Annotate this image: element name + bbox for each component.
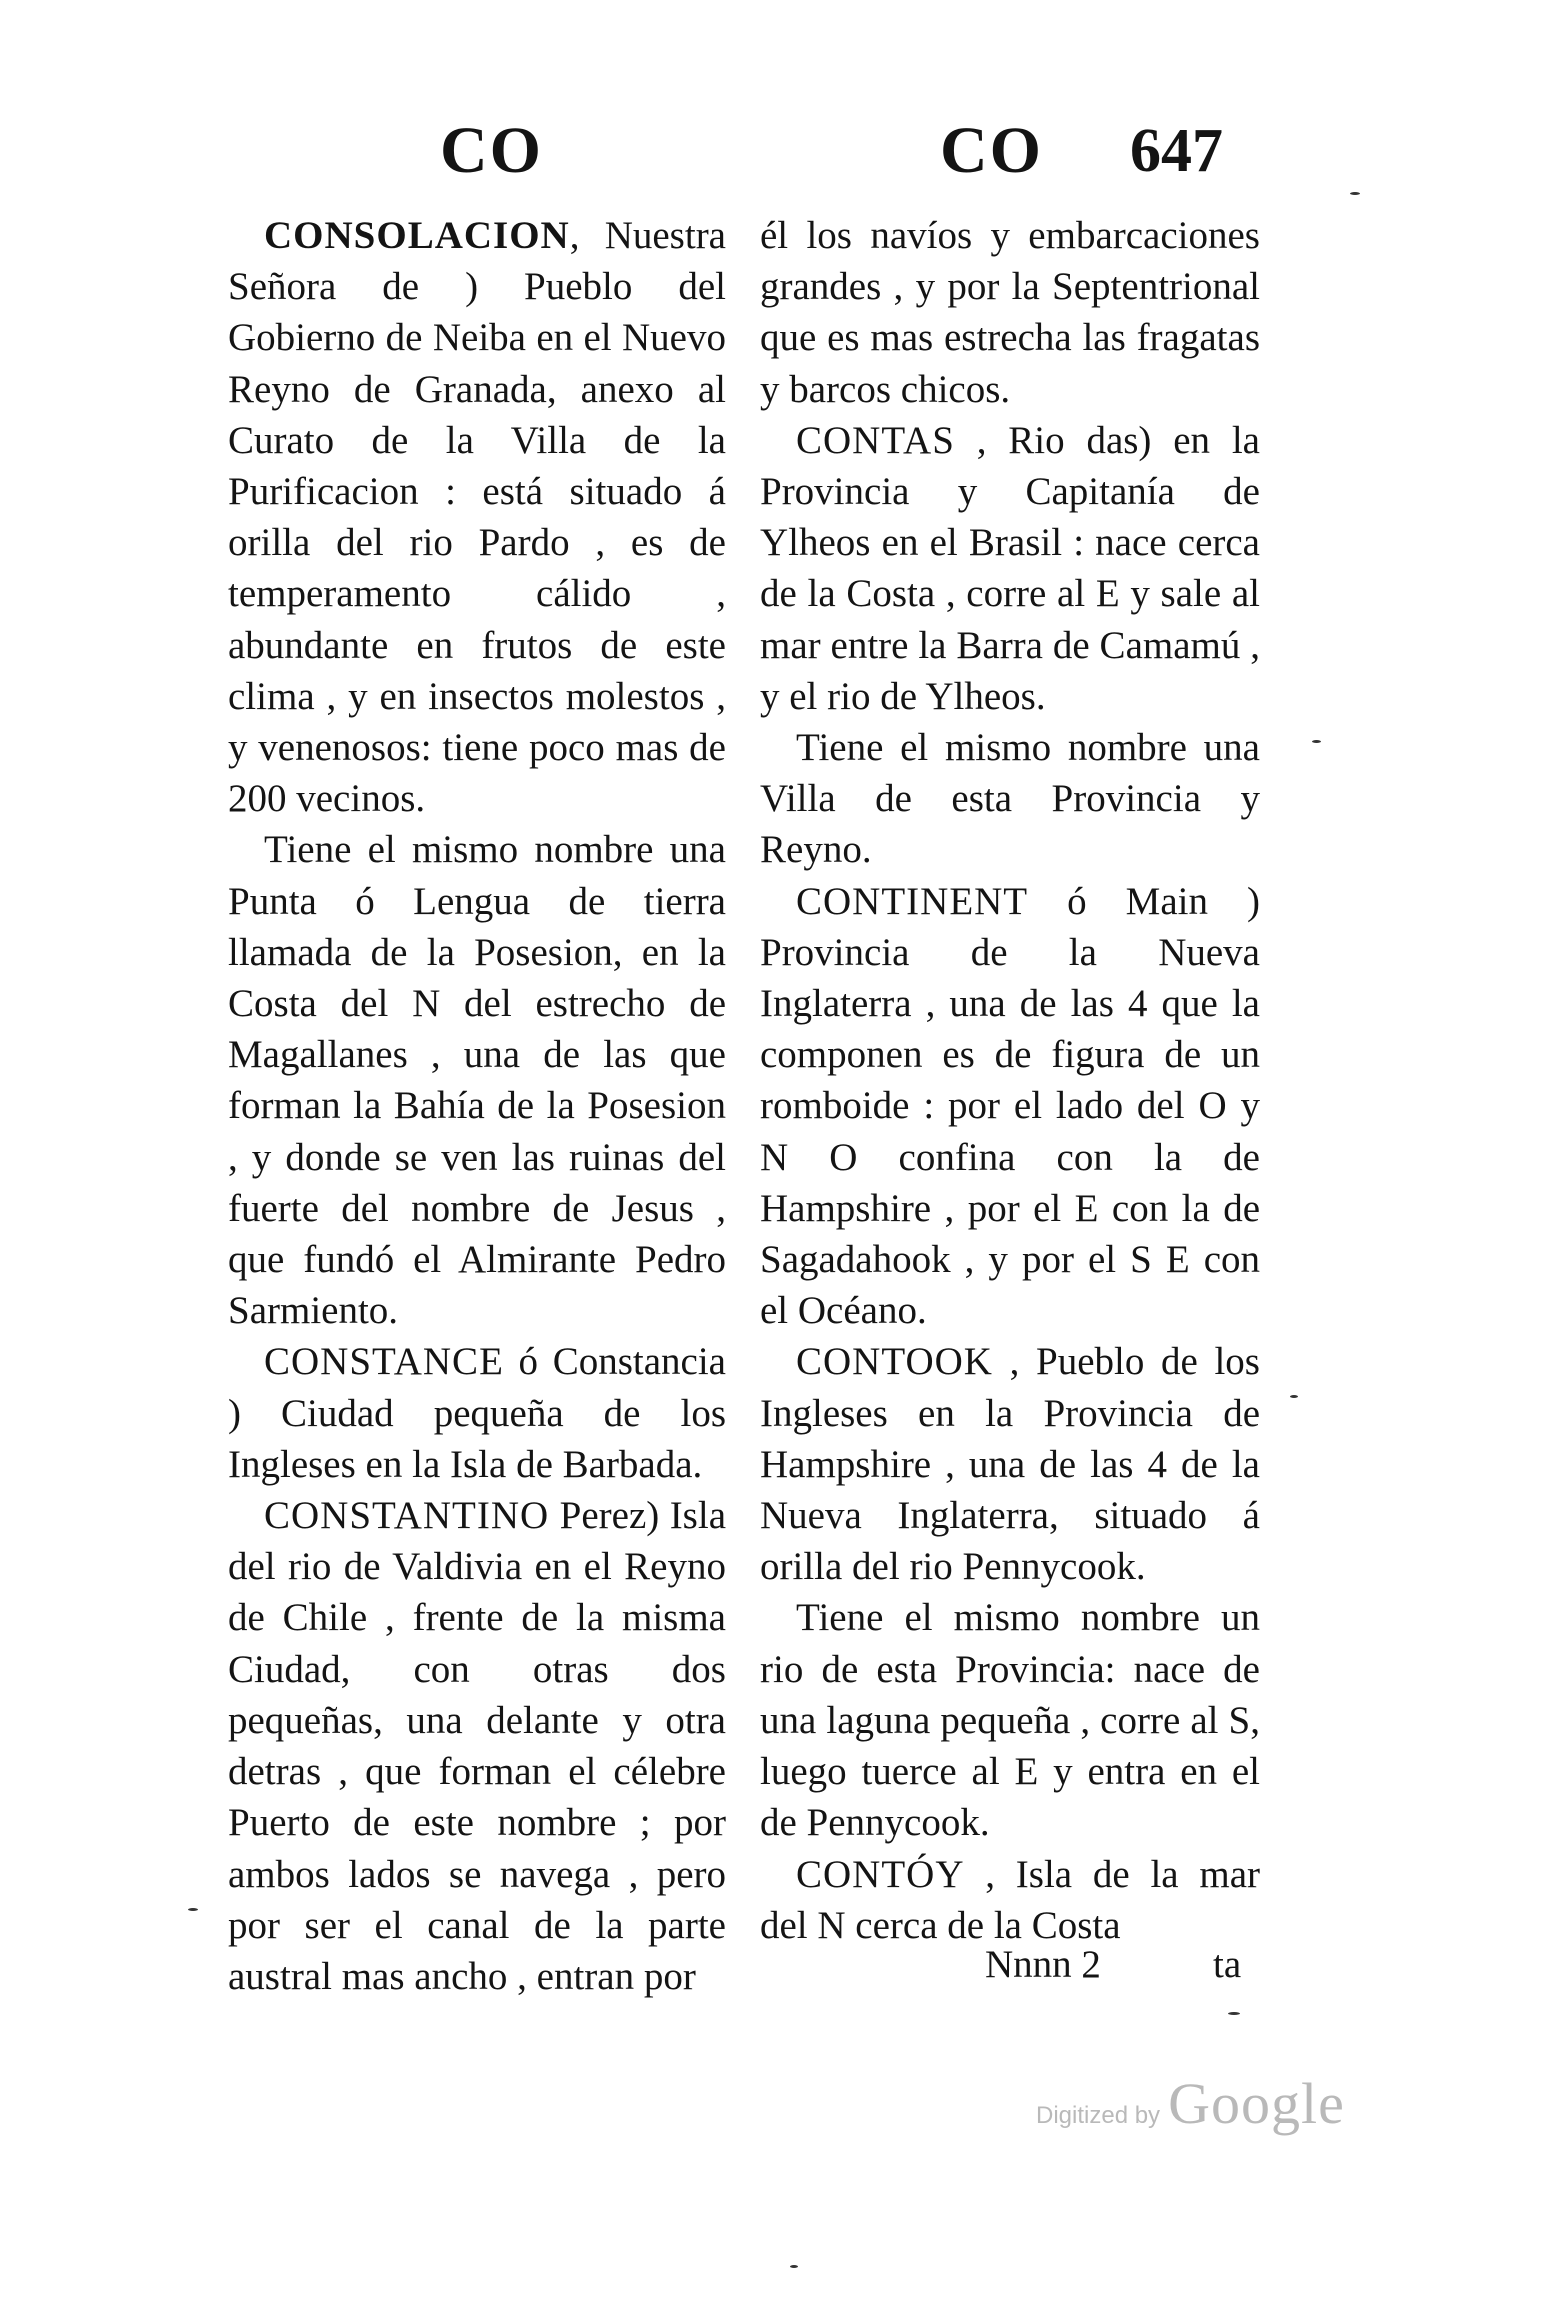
entry-text: Tiene el mismo nombre una Villa de esta Provincia y Reyno. xyxy=(760,726,1260,872)
watermark-prefix: Digitized by xyxy=(1036,2102,1161,2129)
scan-speck xyxy=(1290,1395,1298,1398)
entry-text: Perez) Isla del rio de Valdivia en el Reyno de Chile , frente de la misma Ciudad, con otras dos pequeñas, una delante y otra detras , que forman el célebre Puerto de este nombre ; por ambos lados se navega , pero por ser el canal de la parte austral mas ancho , entran por xyxy=(228,1494,726,1998)
entry-headword: CONSOLACION xyxy=(264,214,570,257)
scan-speck xyxy=(188,1908,198,1911)
entry-headword: CONTINENT xyxy=(796,879,1029,923)
left-text-column xyxy=(228,210,726,2002)
dictionary-entry xyxy=(760,1336,1260,1592)
entry-text: ó Constancia ) Ciudad pequeña de los Ingleses en la Isla de Barbada. xyxy=(228,1340,726,1486)
entry-text: Tiene el mismo nombre una Punta ó Lengua de tierra llamada de la Posesion, en la Costa del N del estrecho de Magallanes , una de las que forman la Bahía de la Posesion , y donde se ven las ruinas del fuerte del nombre de Jesus , que fundó el Almirante Pedro Sarmiento. xyxy=(228,828,726,1333)
dictionary-entry xyxy=(760,722,1260,876)
entry-headword: CONSTANTINO xyxy=(264,1494,550,1538)
right-text-column xyxy=(760,210,1260,1951)
running-head-left: CO xyxy=(440,114,543,187)
scan-speck xyxy=(1312,740,1321,743)
dictionary-entry xyxy=(760,1849,1260,1951)
dictionary-entry xyxy=(228,1336,726,1490)
dictionary-entry xyxy=(760,415,1260,722)
signature-mark: Nnnn 2 xyxy=(985,1943,1101,1986)
entry-headword: CONTOOK xyxy=(796,1340,993,1384)
entry-text: , Pueblo de los Ingleses en la Provincia de Hampshire , una de las 4 de la Nueva Inglaterra, situado á orilla del rio Pennycook. xyxy=(760,1340,1260,1589)
entry-text: él los navíos y embarcaciones grandes , y por la Septentrional que es mas estrecha las fragatas y barcos chicos. xyxy=(760,214,1260,411)
catchword: ta xyxy=(1213,1943,1242,1986)
entry-headword: CONTÓY xyxy=(796,1852,965,1896)
entry-text: Tiene el mismo nombre un rio de esta Provincia: nace de una laguna pequeña , corre al S, luego tuerce al E y entra en el de Pennycook. xyxy=(760,1596,1260,1845)
scan-speck xyxy=(790,2265,798,2268)
scan-speck xyxy=(1228,2012,1240,2015)
entry-text: , Rio das) en la Provincia y Capitanía de Ylheos en el Brasil : nace cerca de la Costa , corre al E y sale al mar entre la Barra de Camamú , y el rio de Ylheos. xyxy=(760,418,1260,718)
dictionary-entry-continuation xyxy=(760,210,1260,415)
dictionary-entry xyxy=(760,876,1260,1337)
entry-headword: CONTAS xyxy=(796,418,955,462)
scan-speck xyxy=(1350,192,1360,195)
page-number: 647 xyxy=(1130,117,1223,185)
dictionary-entry xyxy=(228,824,726,1336)
entry-text: ó Main ) Provincia de la Nueva Inglaterra , una de las 4 que la componen es de figura de un romboide : por el lado del O y N O confina con la de Hampshire , por el E con la de Sagadahook , y por el S E con el Océano. xyxy=(760,879,1260,1333)
running-head-right: CO xyxy=(940,114,1043,187)
dictionary-entry xyxy=(228,1490,726,2002)
digitization-watermark xyxy=(1036,2070,1345,2137)
google-logo: Google xyxy=(1168,2071,1345,2136)
dictionary-entry xyxy=(228,210,726,824)
entry-text: , Nuestra Señora de ) Pueblo del Gobierno de Neiba en el Nuevo Reyno de Granada, anexo al Curato de la Villa de la Purificacion : está situado á orilla del rio Pardo , es de temperamento cálido , abundante en frutos de este clima , y en insectos molestos , y venenosos: tiene poco mas de 200 vecinos. xyxy=(228,214,726,821)
entry-headword: CONSTANCE xyxy=(264,1340,504,1384)
dictionary-entry xyxy=(760,1592,1260,1848)
entry-text: , Isla de la mar del N cerca de la Costa xyxy=(760,1852,1260,1947)
